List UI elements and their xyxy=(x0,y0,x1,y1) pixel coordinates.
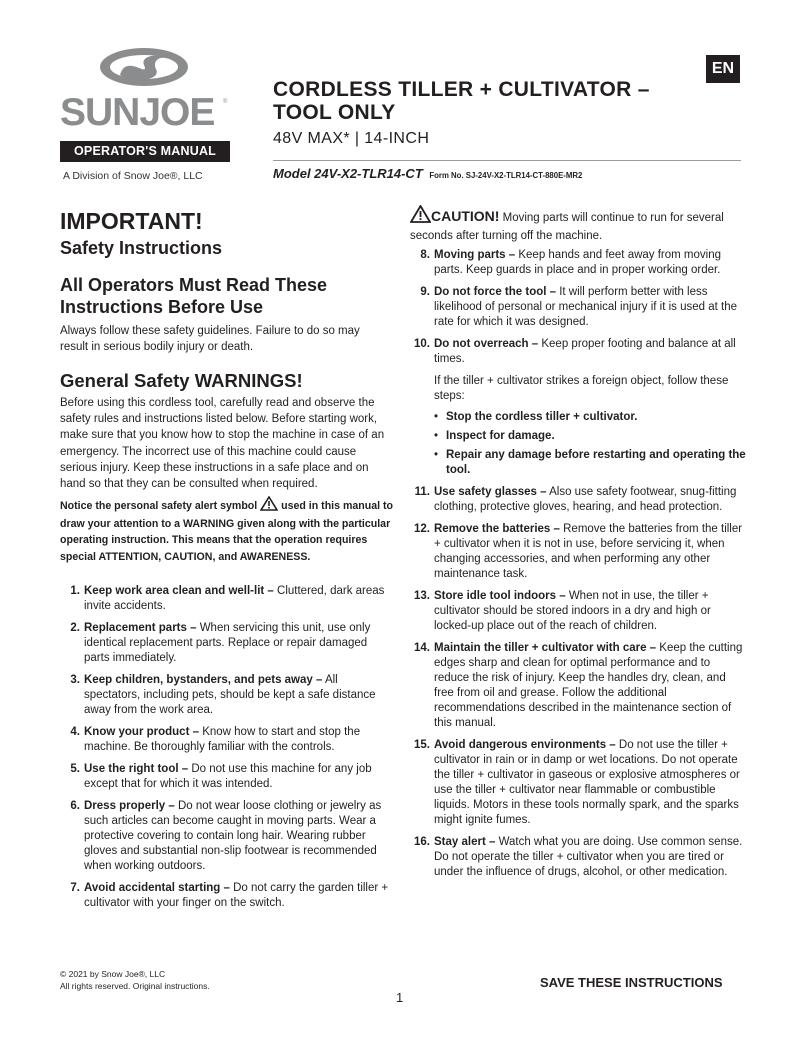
rule-title: Do not force the tool – xyxy=(434,286,557,298)
rule-title: Moving parts – xyxy=(434,249,516,261)
safety-rule-13 xyxy=(410,589,746,634)
rule-number: 10. xyxy=(414,338,430,350)
notice-text-post: used in this manual to draw your attention to a WARNING given along with the particular operating instruction. This means that the operation requires special ATTENTION, CAUTION, and AWARENESS. xyxy=(60,500,393,563)
rule-number: 9. xyxy=(420,286,430,298)
safety-rule-16 xyxy=(410,835,746,880)
safety-rule-12 xyxy=(410,522,746,582)
copyright-line-1: © 2021 by Snow Joe®, LLC xyxy=(60,969,166,979)
safety-rule-5 xyxy=(60,762,390,792)
safety-rule-11 xyxy=(410,485,746,515)
step-item: • Inspect for damage. xyxy=(434,429,746,444)
copyright-line-2: All rights reserved. Original instructions. xyxy=(60,981,210,991)
safety-rule-2 xyxy=(60,621,390,666)
rule-number: 8. xyxy=(420,249,430,261)
warning-triangle-icon xyxy=(260,496,278,516)
rule-text: Do not use the tiller + cultivator in rain or in damp or wet locations. Do not operate the tiller + cultivator in gaseous or explosive atmospheres or use the tiller + cultivator near flammable or combustible liquids. Motors in these tools normally spark, and the sparks might ignite fumes. xyxy=(434,739,740,826)
rule-text: When servicing this unit, use only identical replacement parts. Replace or repair damaged parts immediately. xyxy=(84,622,371,664)
safety-rule-9 xyxy=(410,285,746,330)
rule-number: 7. xyxy=(70,882,80,894)
rule-number: 16. xyxy=(414,836,430,848)
rule-text: Also use safety footwear, snug-fitting clothing, protective gloves, hearing, and head protection. xyxy=(434,486,737,513)
rule-text: Do not wear loose clothing or jewelry as such articles can become caught in moving parts. Wear a protective covering to contain long hair. Wearing rubber gloves and substantial non-slip footwear is recommended when working outdoors. xyxy=(84,800,382,872)
caution-text: Moving parts will continue to run for several seconds after turning off the machine. xyxy=(410,212,724,242)
rule-text: Know how to start and stop the machine. Be thoroughly familiar with the controls. xyxy=(84,726,361,753)
rule-title: Store idle tool indoors – xyxy=(434,590,566,602)
rule-text: All spectators, including pets, should be kept a safe distance away from the work area. xyxy=(84,674,376,716)
rule-number: 5. xyxy=(70,763,80,775)
operators-manual-badge: OPERATOR'S MANUAL xyxy=(60,141,230,162)
rule-number: 6. xyxy=(70,800,80,812)
safety-rule-3 xyxy=(60,673,390,718)
rule-title: Dress properly – xyxy=(84,800,175,812)
rule-text: Cluttered, dark areas invite accidents. xyxy=(84,585,385,612)
rule-title: Avoid accidental starting – xyxy=(84,882,230,894)
rule-title: Use safety glasses – xyxy=(434,486,547,498)
rule-text: Do not use this machine for any job except that for which it was intended. xyxy=(84,763,372,790)
save-instructions: SAVE THESE INSTRUCTIONS xyxy=(540,975,723,990)
page-number: 1 xyxy=(396,990,404,1005)
model-line xyxy=(273,166,582,181)
caution-notice xyxy=(410,205,746,244)
rule-number: 4. xyxy=(70,726,80,738)
rule-title: Do not overreach – xyxy=(434,338,539,350)
copyright xyxy=(60,968,210,992)
rule-title: Use the right tool – xyxy=(84,763,189,775)
division-text: A Division of Snow Joe®, LLC xyxy=(63,170,203,182)
rule-number: 12. xyxy=(414,523,430,535)
warning-triangle-icon xyxy=(410,205,431,228)
general-warnings-body: Before using this cordless tool, carefully read and observe the safety rules and instructions listed below. Before starting work, make sure that you know how to stop the machine in case of an emergency. The incorrect use of this machine could cause serious injury. Keep these instructions in a safe place and on hand so that they can be consulted when required. xyxy=(60,397,385,491)
safety-rule-15 xyxy=(410,738,746,828)
rule-title: Know your product – xyxy=(84,726,199,738)
intro-paragraph: Always follow these safety guidelines. Failure to do so may result in serious bodily injury or death. xyxy=(60,325,360,354)
important-heading: IMPORTANT! xyxy=(60,208,203,234)
rule-text: Do not carry the garden tiller + cultivator with your finger on the switch. xyxy=(84,882,389,909)
rule-title: Avoid dangerous environments – xyxy=(434,739,616,751)
rule-text: Watch what you are doing. Use common sense. Do not operate the tiller + cultivator when you are tired or under the influence of drugs, alcohol, or other medication. xyxy=(434,836,743,878)
rule-text: Keep proper footing and balance at all times. xyxy=(434,338,736,365)
rule-title: Stay alert – xyxy=(434,836,496,848)
safety-instructions-heading: Safety Instructions xyxy=(60,238,223,258)
rule-number: 11. xyxy=(414,486,430,498)
rule-title: Maintain the tiller + cultivator with care – xyxy=(434,642,657,654)
safety-rules-list-left xyxy=(60,584,390,918)
caution-label: CAUTION! xyxy=(431,208,500,224)
rule-number: 1. xyxy=(70,585,80,597)
safety-rule-10 xyxy=(410,337,746,478)
safety-rule-7 xyxy=(60,881,390,911)
model-number: Model 24V-X2-TLR14-CT xyxy=(273,166,423,181)
rule-number: 2. xyxy=(70,622,80,634)
rule-title: Keep children, bystanders, and pets away – xyxy=(84,674,323,686)
safety-alert-notice xyxy=(60,496,395,565)
safety-rule-1 xyxy=(60,584,390,614)
product-title: CORDLESS TILLER + CULTIVATOR – TOOL ONLY xyxy=(273,78,650,124)
rule-text: When not in use, the tiller + cultivator should be stored indoors in a dry and high or locked-up place out of the reach of children. xyxy=(434,590,711,632)
form-number: Form No. SJ-24V-X2-TLR14-CT-880E-MR2 xyxy=(429,171,583,180)
foreign-object-steps xyxy=(434,410,746,478)
language-badge: EN xyxy=(706,55,740,83)
notice-text-pre: Notice the personal safety alert symbol xyxy=(60,500,258,512)
rule-text: It will perform better with less likelihood of personal or mechanical injury if it is used at the rate for which it was designed. xyxy=(434,286,737,328)
header-divider xyxy=(273,160,741,161)
foreign-object-instructions: If the tiller + cultivator strikes a foreign object, follow these steps: xyxy=(434,375,729,402)
safety-rule-8 xyxy=(410,248,746,278)
rule-number: 13. xyxy=(414,590,430,602)
rule-text: Remove the batteries from the tiller + cultivator when it is not in use, before servicing it, when changing accessories, and when performing any other maintenance task. xyxy=(434,523,743,580)
safety-rules-list-right xyxy=(410,248,746,887)
svg-text:®: ® xyxy=(223,99,228,105)
step-item: • Stop the cordless tiller + cultivator. xyxy=(434,410,746,425)
rule-title: Keep work area clean and well-lit – xyxy=(84,585,274,597)
step-item: • Repair any damage before restarting and operating the tool. xyxy=(434,448,746,478)
general-warnings-heading: General Safety WARNINGS! xyxy=(60,370,303,391)
rule-number: 3. xyxy=(70,674,80,686)
rule-text: Keep the cutting edges sharp and clean for optimal performance and to reduce the risk of injury. Keep the handles dry, clean, and free from oil and grease. Follow the additional recommendations described in the maintenance section of this manual. xyxy=(434,642,743,729)
safety-rule-4 xyxy=(60,725,390,755)
rule-number: 14. xyxy=(414,642,430,654)
rule-number: 15. xyxy=(414,739,430,751)
rule-title: Replacement parts – xyxy=(84,622,197,634)
brand-wordmark: SUNJOE xyxy=(60,91,215,134)
product-subtitle: 48V MAX* | 14-INCH xyxy=(273,130,430,147)
safety-rule-14 xyxy=(410,641,746,731)
rule-title: Remove the batteries – xyxy=(434,523,560,535)
sunjoe-logo xyxy=(60,45,232,135)
all-operators-heading: All Operators Must Read These Instructions Before Use xyxy=(60,275,328,317)
rule-text: Keep hands and feet away from moving parts. Keep guards in place and in proper working order. xyxy=(434,249,721,276)
safety-rule-6 xyxy=(60,799,390,874)
